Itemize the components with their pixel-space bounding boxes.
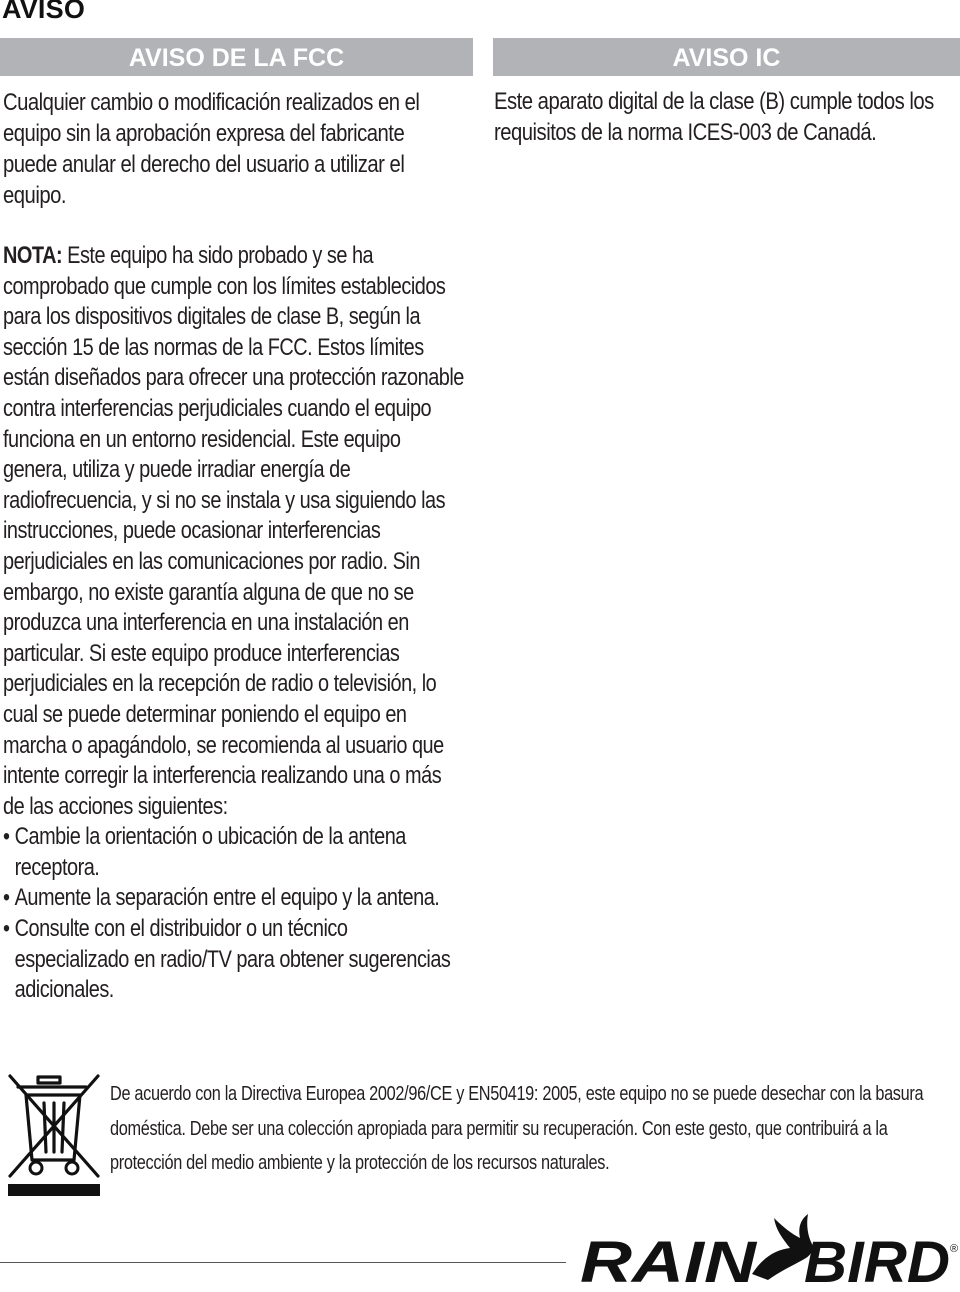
ic-notice-text: Este aparato digital de la clase (B) cumple todos los requisitos de la norma ICES-003 de Canadá. [494, 88, 934, 146]
bullet-icon: • [3, 823, 10, 851]
list-item [3, 822, 464, 883]
list-item-text: Aumente la separación entre el equipo y la antena. [14, 884, 440, 912]
fcc-note-section [3, 241, 464, 1006]
note-body: Este equipo ha sido probado y se ha comprobado que cumple con los límites establecidos para los dispositivos digitales de clase B, según la sección 15 de las normas de la FCC. Estos límites están diseñados para ofrecer una protección razonable contra interferencias perjudiciales cuando el equipo funciona en un entorno residencial. Este equipo genera, utiliza y puede irradiar energía de radiofrecuencia, y si no se instala y usa siguiendo las instrucciones, puede ocasionar interferencias perjudiciales en las comunicaciones por radio. Sin embargo, no existe garantía alguna de que no se produzca una interferencia en una instalación en particular. Si este equipo produce interferencias perjudiciales en la recepción de radio o televisión, lo cual se puede determinar poniendo el equipo en marcha o apagándolo, se recomienda al usuario que intente corregir la interferencia realizando una o más de las acciones siguientes: [3, 242, 464, 820]
crossed-out-wheelie-bin-icon [4, 1068, 104, 1198]
ic-notice-banner: AVISO IC [493, 38, 960, 76]
fcc-notice-text: Cualquier cambio o modificación realizados en el equipo sin la aprobación expresa del fabricante puede anular el derecho del usuario a utilizar el equipo. [3, 89, 420, 209]
list-item-text: Cambie la orientación o ubicación de la antena receptora. [14, 823, 406, 881]
list-item-text: Consulte con el distribuidor o un técnico especializado en radio/TV para obtener sugerencias adicionales. [14, 915, 451, 1004]
registered-mark: ® [950, 1243, 959, 1255]
fcc-notice-banner: AVISO DE LA FCC [0, 38, 473, 76]
note-paragraph [3, 241, 464, 822]
page-title: AVISO [2, 0, 86, 24]
rain-bird-logo [576, 1212, 960, 1292]
footer-divider [0, 1262, 566, 1263]
list-item [3, 914, 464, 1006]
bullet-icon: • [3, 915, 10, 943]
bullet-icon: • [3, 884, 10, 912]
logo-word-bird: BIRD [804, 1230, 950, 1292]
list-item [3, 883, 464, 914]
logo-word-rain: RAIN [580, 1230, 758, 1292]
note-bullet-list [3, 822, 464, 1006]
note-label: NOTA: [3, 242, 63, 269]
weee-disposal-text: De acuerdo con la Directiva Europea 2002/96/CE y EN50419: 2005, este equipo no se puede desechar con la basura doméstica. Debe ser una colección apropiada para permitir su recuperación. Con este gesto, que contribuirá a la protección del medio ambiente y la protección de los recursos naturales. [110, 1083, 924, 1174]
